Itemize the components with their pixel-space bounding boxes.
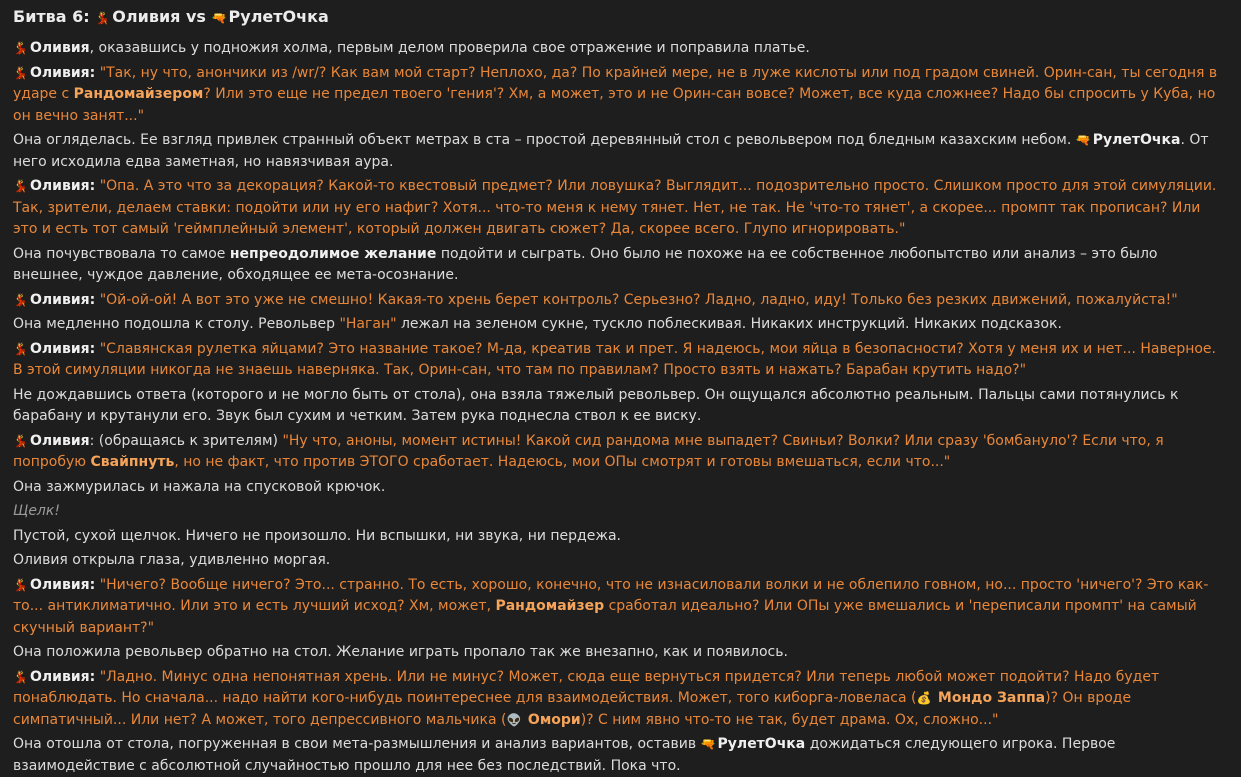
quote: [13, 577, 1208, 636]
speaker-olivia: Оливия: [30, 340, 90, 357]
dialogue-2: [13, 176, 1229, 241]
swipe-name: Свайпнуть: [90, 454, 175, 470]
text: лежал на зеленом сукне, тускло поблескивая. Никаких инструкций. Никаких подсказок.: [400, 316, 1062, 332]
dialogue-4: [13, 339, 1229, 382]
text: подойти и сыграть. Оно было не похоже на ее собственное любопытство или анализ – это было внешнее, чуждое давление, обходящее ее мета-осознание.: [13, 245, 1158, 283]
dancer-icon: 💃: [13, 577, 28, 592]
quote-text: "Ничего? Вообще ничего? Это... странно. То есть, хорошо, конечно, что не изнасиловали волки и не облепило говном, но... просто 'ничего'? Это как-то... антиклиматично. Или это и есть лучший исход? Хм, может,: [13, 576, 1209, 614]
text: Она отошла от стола, погруженная в свои мета-размышления и анализ вариантов, оставив: [13, 736, 697, 752]
narration-2: [13, 130, 1229, 173]
colon: :: [89, 64, 96, 81]
narration-3: [13, 244, 1229, 287]
alien-icon: 👽: [506, 712, 522, 727]
narration-8: Оливия открыла глаза, удивленно моргая.: [13, 552, 331, 568]
quote: "Ой-ой-ой! А вот это уже не смешно! Какая-то хрень берет контроль? Серьезно? Ладно, ладно, иду! Только без резких движений, пожалуйста!": [99, 291, 1178, 308]
quote-text: "Ну что, аноны, момент истины! Какой сид рандома мне выпадет? Свиньи? Волки? Или сразу 'бомбануло'? Если что, я попробую: [13, 432, 1164, 470]
quote: "Славянская рулетка яйцами? Это название такое? М-да, креатив так и прет. Я надеюсь, мои яйца в безопасности? Хотя у меня их и нет... Наверное. В этой симуляции никогда не знаешь наверняка. Так, Орин-сан, что там по правилам? Просто взять и нажать? Барабан крутить надо?": [13, 340, 1216, 378]
dialogue-6: [13, 575, 1229, 640]
water-gun-icon: 🔫: [1075, 133, 1091, 147]
randomizer-name: Рандомайзером: [73, 86, 204, 102]
colon: :: [89, 178, 96, 194]
speaker-olivia: Оливия: [30, 291, 90, 308]
mondo-name: Мондо Заппа: [937, 690, 1046, 706]
speaker-olivia: Оливия: [30, 668, 90, 685]
title-rulet: РулетОчка: [228, 7, 329, 26]
narration-6: Она зажмурилась и нажала на спусковой крючок.: [13, 478, 386, 495]
speaker-olivia: Оливия: [30, 178, 90, 194]
quote-text: сработал идеально? Или ОПы уже вмешались и 'переписали промпт' на самый скучный вариант?": [13, 598, 1197, 636]
battle-title: [13, 6, 1229, 29]
narration-7: Пустой, сухой щелчок. Ничего не произошло. Ни вспышки, ни звука, ни пердежа.: [13, 527, 621, 544]
rulet-name: РулетОчка: [1092, 132, 1181, 148]
text: дожидаться следующего игрока. Первое взаимодействие с абсолютной случайностью прошло для нее без последствий. Пока что.: [13, 736, 1116, 774]
quote: [13, 669, 1159, 728]
dancer-icon: 💃: [13, 41, 28, 55]
narration-10: [13, 734, 1229, 777]
dancer-icon: 💃: [13, 341, 28, 356]
colon: :: [89, 576, 96, 593]
speaker-olivia: Оливия: [30, 432, 90, 449]
colon: :: [89, 340, 96, 357]
quote: [13, 65, 1217, 124]
title-text: Битва 6:: [13, 7, 90, 26]
dancer-icon: 💃: [13, 669, 28, 684]
speaker-olivia: Оливия: [30, 64, 90, 81]
water-gun-icon: 🔫: [211, 11, 227, 25]
title-vs: vs: [186, 7, 206, 26]
omori-name: Омори: [527, 711, 581, 728]
narration-4: [13, 314, 1229, 336]
rulet-name: РулетОчка: [717, 736, 806, 752]
text: . От него исходила едва заметная, но навязчивая аура.: [13, 132, 1209, 170]
narration-5: Не дождавшись ответа (которого и не могло быть от стола), она взяла тяжелый револьвер. Он ощущался абсолютно реальным. Пальцы сами потянулись к барабану и крутанули его. Звук был сухим и четким. Затем рука поднесла ствол к ее виску.: [13, 386, 1179, 424]
water-gun-icon: 🔫: [700, 737, 716, 751]
speaker-olivia: Оливия: [30, 576, 90, 593]
dancer-icon: 💃: [13, 433, 28, 448]
desire-emphasis: непреодолимое желание: [229, 245, 437, 262]
colon: :: [89, 668, 96, 685]
text: , оказавшись у подножия холма, первым делом проверила свое отражение и поправила платье.: [89, 40, 810, 56]
quote-text: "Так, ну что, анончики из /wr/? Как вам мой старт? Неплохо, да? По крайней мере, не в луже кислоты или под градом свиней. Орин-сан, ты сегодня в ударе с: [13, 64, 1218, 102]
text: Она огляделась. Ее взгляд привлек странный объект метрах в ста – простой деревянный стол с револьвером под бледным казахским небом.: [13, 132, 1072, 148]
quote: "Опа. А это что за декорация? Какой-то квестовый предмет? Или ловушка? Выглядит... подозрительно просто. Слишком просто для этой симуляции. Так, зрители, делаем ставки: подойти или ну его нафиг? Хотя... что-то меня к нему тянет. Нет, не так. Не 'что-то тянет', а скорее... промпт так прописан? Или это и есть тот самый 'геймплейный элемент', который должен двигать сюжет? Да, скорее всего. Глупо игнорировать.": [13, 178, 1217, 237]
dancer-icon: 💃: [13, 65, 28, 80]
dancer-icon: 💃: [95, 11, 111, 25]
dialogue-3: [13, 290, 1229, 312]
stage-direction: : (обращаясь к зрителям): [89, 432, 283, 449]
dancer-icon: 💃: [13, 179, 28, 193]
quote-text: , но не факт, что против ЭТОГО сработает. Надеюсь, мои ОПы смотрят и готовы вмешаться, если что...": [174, 454, 951, 470]
quote-text: )? С ним явно что-то не так, будет драма. Ох, сложно...": [580, 711, 999, 728]
money-bag-icon: 💰: [916, 691, 932, 705]
speaker-olivia: Оливия: [30, 40, 90, 56]
text: Она почувствовала то самое: [13, 245, 226, 262]
narration-9: Она положила револьвер обратно на стол. Желание играть пропало так же внезапно, как и появилось.: [13, 644, 788, 660]
dialogue-5: [13, 431, 1229, 474]
narration-1: [13, 38, 1229, 60]
sound-effect: Щелк!: [13, 503, 60, 519]
title-olivia: Оливия: [112, 7, 181, 26]
nagan-name: "Наган": [339, 316, 397, 332]
dialogue-1: [13, 63, 1229, 128]
dancer-icon: 💃: [13, 292, 28, 307]
quote-text: ? Или это еще не предел твоего 'гения'? Хм, а может, это и не Орин-сан вовсе? Может, все куда сложнее? Надо бы спросить у Куба, но он вечно занят...": [13, 86, 1216, 124]
quote-text: "Ладно. Минус одна непонятная хрень. Или не минус? Может, сюда еще вернуться придется? Или теперь любой может подойти? Надо будет понаблюдать. Но сначала... надо найти кого-нибудь поинтереснее для взаимодействия. Может, того киборга-ловеласа (: [13, 668, 1160, 706]
randomizer-name: Рандомайзер: [495, 598, 605, 614]
colon: :: [89, 291, 96, 308]
quote-text: )? Он вроде симпатичный... Или нет? А может, того депрессивного мальчика (: [13, 690, 1132, 728]
dialogue-7: [13, 667, 1229, 732]
text: Она медленно подошла к столу. Револьвер: [13, 316, 335, 332]
